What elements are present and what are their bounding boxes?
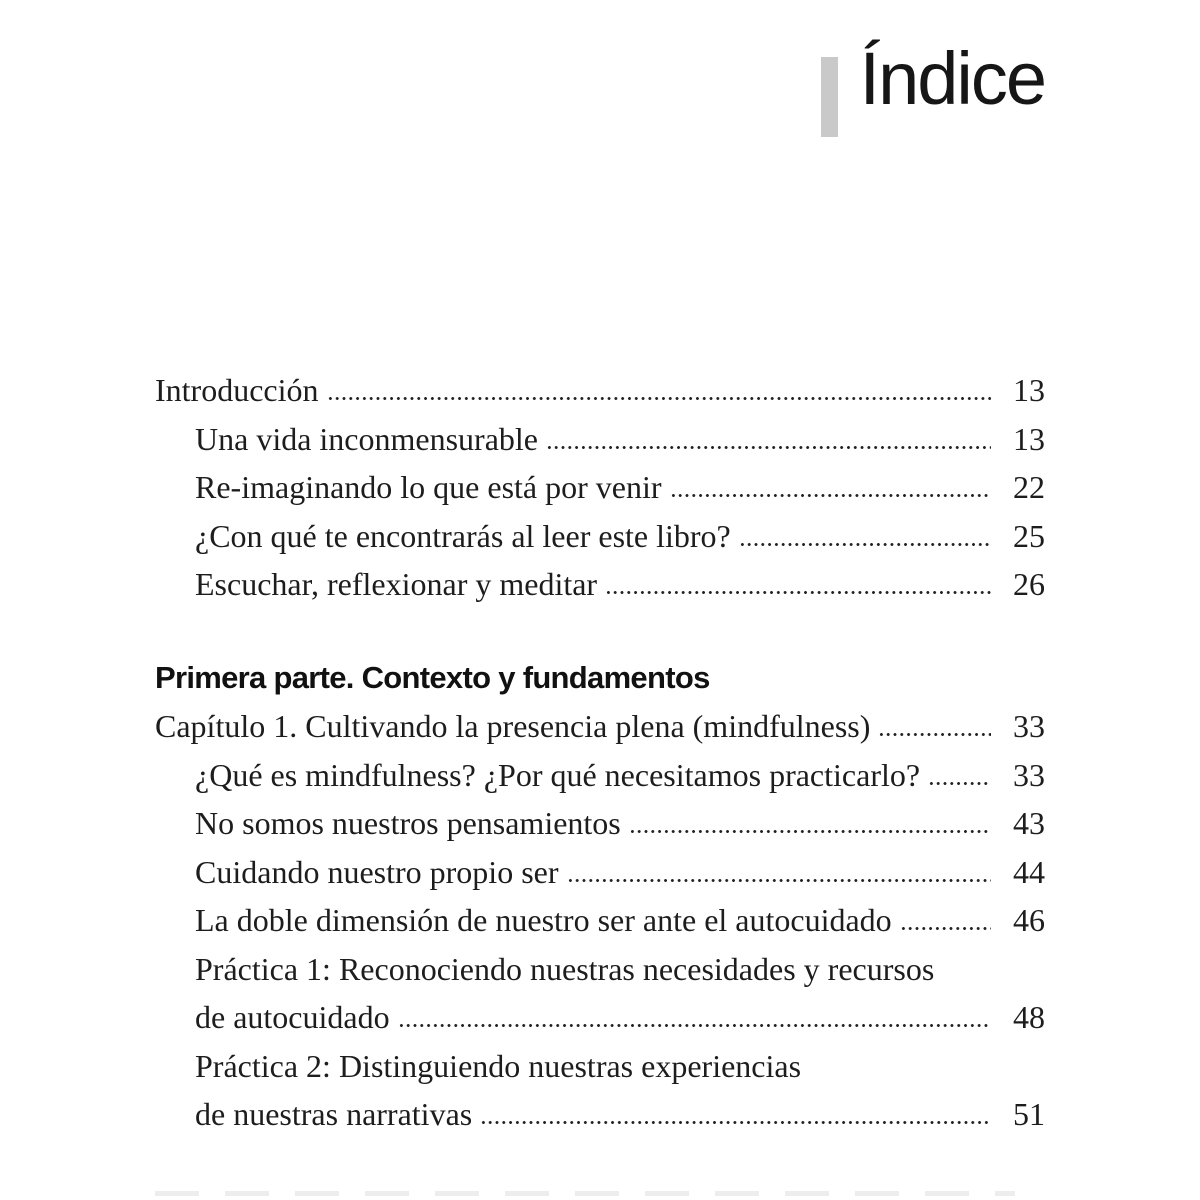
toc-row: [155, 1042, 1045, 1091]
dot-leader: [546, 445, 991, 450]
dot-leader: [629, 829, 991, 834]
toc-row: [155, 702, 1045, 751]
page-number: 13: [1013, 420, 1045, 457]
toc-row: [155, 799, 1045, 848]
toc-entry-label: de autocuidado: [195, 999, 390, 1035]
page-number: 26: [1013, 566, 1045, 602]
dot-leader: [567, 878, 992, 883]
toc-entry-label: Práctica 2: Distinguiendo nuestras experiencias: [195, 1047, 802, 1084]
toc-row: [155, 896, 1045, 945]
toc-entry-label: No somos nuestros pensamientos: [195, 805, 621, 841]
dot-leader: [739, 542, 991, 547]
toc-entry-label: La doble dimensión de nuestro ser ante el autocuidado: [195, 902, 892, 938]
toc-row: [155, 993, 1045, 1042]
toc-entry-label: Re-imaginando lo que está por venir: [195, 469, 662, 505]
toc-list: [155, 366, 1045, 1139]
page-number: 46: [1013, 902, 1045, 938]
page-number: 13: [1013, 372, 1045, 408]
page-number: 22: [1013, 469, 1045, 505]
clipped-next-line: [155, 1191, 1015, 1196]
toc-row: [155, 945, 1045, 994]
toc-row: [155, 512, 1045, 561]
page-number: 43: [1013, 805, 1045, 841]
toc-entry-label: ¿Qué es mindfulness? ¿Por qué necesitamos practicarlo?: [195, 756, 921, 793]
toc-entry-label: Práctica 1: Reconociendo nuestras necesidades y recursos: [195, 950, 935, 987]
toc-row: [155, 463, 1045, 512]
page-number: 51: [1013, 1096, 1045, 1132]
page-number: 48: [1013, 999, 1045, 1035]
toc-entry-label: Introducción: [155, 372, 319, 408]
toc-row: [155, 751, 1045, 800]
page-number: 33: [1013, 756, 1045, 793]
dot-leader: [928, 781, 991, 786]
toc-entry-label: de nuestras narrativas: [195, 1096, 473, 1132]
page-number: 25: [1013, 517, 1045, 554]
toc-entry-label: Capítulo 1. Cultivando la presencia plena (mindfulness): [155, 708, 871, 744]
dot-leader: [327, 396, 992, 401]
toc-row: [155, 848, 1045, 897]
toc-row: [155, 560, 1045, 609]
page-title: Índice: [859, 37, 1045, 120]
dot-leader: [670, 493, 991, 498]
dot-leader: [480, 1120, 991, 1125]
title-accent-bar: [821, 57, 838, 137]
toc-row: [155, 415, 1045, 464]
page-number: 33: [1013, 708, 1045, 744]
page-number: 44: [1013, 853, 1045, 890]
section-heading-row: [155, 654, 1045, 703]
toc-entry-label: Escuchar, reflexionar y meditar: [195, 566, 598, 602]
dot-leader: [878, 732, 991, 737]
dot-leader: [605, 590, 991, 595]
toc-entry-label: Una vida inconmensurable: [195, 420, 538, 457]
dot-leader: [900, 926, 991, 931]
section-heading-label: Primera parte. Contexto y fundamentos: [155, 659, 710, 695]
index-title-block: [821, 37, 1045, 137]
toc-row: [155, 366, 1045, 415]
toc-row: [155, 1090, 1045, 1139]
toc-entry-label: ¿Con qué te encontrarás al leer este libro?: [195, 517, 731, 554]
dot-leader: [398, 1023, 991, 1028]
toc-entry-label: Cuidando nuestro propio ser: [195, 853, 559, 890]
